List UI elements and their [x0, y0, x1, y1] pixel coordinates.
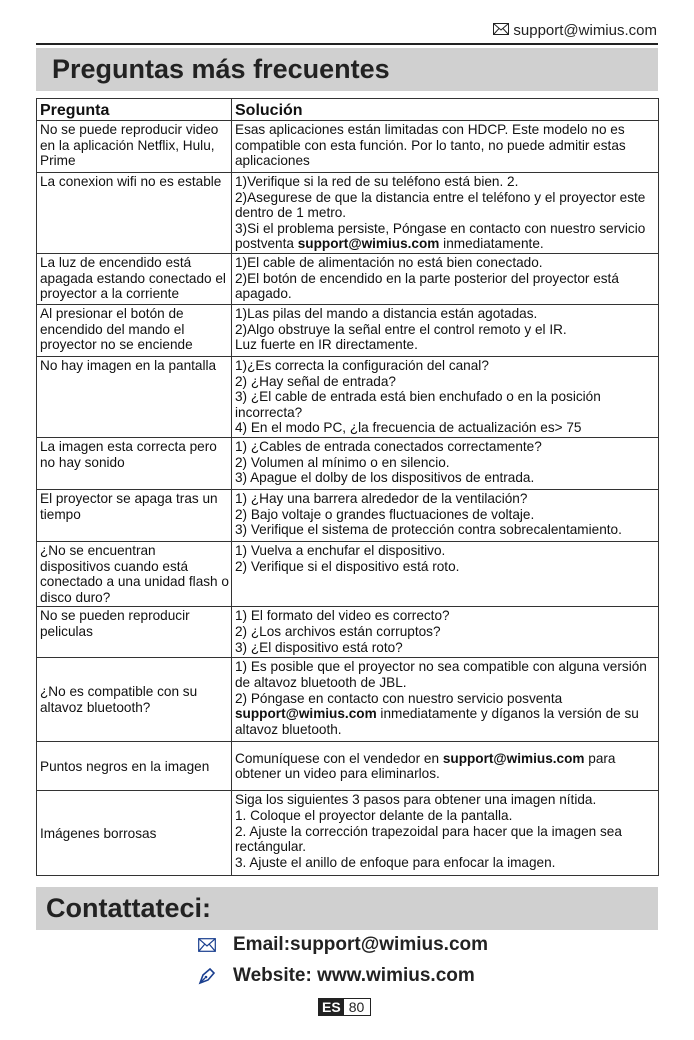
envelope-icon	[493, 22, 509, 39]
solution-cell: Siga los siguientes 3 pasos para obtener una imagen nítida. 1. Coloque el proyector delante de la pantalla. 2. Ajuste la corrección trapezoidal para hacer que la imagen sea rectángular. 3. Ajuste el anillo de enfoque para enfocar la imagen.	[232, 791, 659, 876]
question-cell: La conexion wifi no es estable	[37, 173, 232, 254]
question-cell: Al presionar el botón de encendido del mando el proyector no se enciende	[37, 304, 232, 356]
language-code: ES	[319, 999, 344, 1015]
table-row	[37, 173, 659, 254]
header-email	[493, 22, 657, 39]
page-number-badge	[318, 998, 371, 1016]
question-cell: No hay imagen en la pantalla	[37, 356, 232, 437]
contact-website-text[interactable]: Website: www.wimius.com	[233, 965, 475, 986]
table-row	[37, 437, 659, 489]
question-cell: Imágenes borrosas	[37, 791, 232, 876]
contact-email	[195, 934, 488, 956]
solution-cell: Esas aplicaciones están limitadas con HDCP. Este modelo no es compatible con esta función. Por lo tanto, no puede admitir estas aplicaciones	[232, 121, 659, 173]
faq-table	[36, 98, 659, 876]
question-cell: No se puede reproducir video en la aplicación Netflix, Hulu, Prime	[37, 121, 232, 173]
table-row	[37, 742, 659, 791]
page-number: 80	[348, 999, 365, 1015]
pen-nib-icon	[195, 966, 219, 986]
table-row	[37, 356, 659, 437]
support-email-link[interactable]: support@wimius.com	[297, 236, 440, 252]
solution-cell: 1)El cable de alimentación no está bien conectado. 2)El botón de encendido en la parte posterior del proyector está apagado.	[232, 253, 659, 304]
table-row	[37, 658, 659, 742]
table-row	[37, 253, 659, 304]
table-row	[37, 791, 659, 876]
table-row	[37, 304, 659, 356]
solution-cell: Comuníquese con el vendedor en support@wimius.com para obtener un video para eliminarlos.	[232, 742, 659, 791]
contact-website	[195, 965, 475, 987]
question-cell: La luz de encendido está apagada estando conectado el proyector a la corriente	[37, 253, 232, 304]
header-divider	[36, 43, 658, 45]
table-row	[37, 489, 659, 541]
faq-title: Preguntas más frecuentes	[36, 48, 658, 91]
table-row	[37, 541, 659, 606]
contact-title: Contattateci:	[36, 887, 658, 930]
column-header-solution: Solución	[232, 99, 659, 121]
solution-cell: 1) ¿Hay una barrera alrededor de la ventilación? 2) Bajo voltaje o grandes fluctuaciones de voltaje. 3) Verifique el sistema de protección contra sobrecalentamiento.	[232, 489, 659, 541]
table-row	[37, 121, 659, 173]
solution-cell: 1) ¿Cables de entrada conectados correctamente? 2) Volumen al mínimo o en silencio. 3) Apague el dolby de los dispositivos de entrada.	[232, 437, 659, 489]
solution-cell: 1)¿Es correcta la configuración del canal? 2) ¿Hay señal de entrada? 3) ¿El cable de entrada está bien enchufado o en la posición incorrecta? 4) En el modo PC, ¿la frecuencia de actualización es> 75	[232, 356, 659, 437]
support-email-link[interactable]: support@wimius.com	[442, 750, 585, 766]
solution-cell: 1) Vuelva a enchufar el dispositivo. 2) Verifique si el dispositivo está roto.	[232, 541, 659, 606]
solution-cell: 1)Verifique si la red de su teléfono está bien. 2. 2)Asegurese de que la distancia entre el teléfono y el proyector este dentro de 1 metro. 3)Si el problema persiste, Póngase en contacto con nuestro servicio postventa support@wimius.com inmediatamente.	[232, 173, 659, 254]
question-cell: No se pueden reproducir peliculas	[37, 607, 232, 658]
envelope-icon	[195, 938, 219, 952]
question-cell: La imagen esta correcta pero no hay sonido	[37, 437, 232, 489]
question-cell: El proyector se apaga tras un tiempo	[37, 489, 232, 541]
column-header-question: Pregunta	[37, 99, 232, 121]
header-email-text[interactable]: support@wimius.com	[513, 22, 657, 39]
solution-cell: 1)Las pilas del mando a distancia están agotadas. 2)Algo obstruye la señal entre el control remoto y el IR. Luz fuerte en IR directamente.	[232, 304, 659, 356]
question-cell: ¿No es compatible con su altavoz bluetooth?	[37, 658, 232, 742]
table-row	[37, 607, 659, 658]
question-cell: ¿No se encuentran dispositivos cuando está conectado a una unidad flash o disco duro?	[37, 541, 232, 606]
question-cell: Puntos negros en la imagen	[37, 742, 232, 791]
solution-cell: 1) Es posible que el proyector no sea compatible con alguna versión de altavoz bluetooth de JBL. 2) Póngase en contacto con nuestro servicio posventa support@wimius.com inmediatamente y díganos la versión de su altavoz bluetooth.	[232, 658, 659, 742]
contact-email-text[interactable]: Email:support@wimius.com	[233, 934, 489, 955]
support-email-link[interactable]: support@wimius.com	[235, 706, 377, 722]
solution-cell: 1) El formato del video es correcto? 2) ¿Los archivos están corruptos? 3) ¿El dispositivo está roto?	[232, 607, 659, 658]
